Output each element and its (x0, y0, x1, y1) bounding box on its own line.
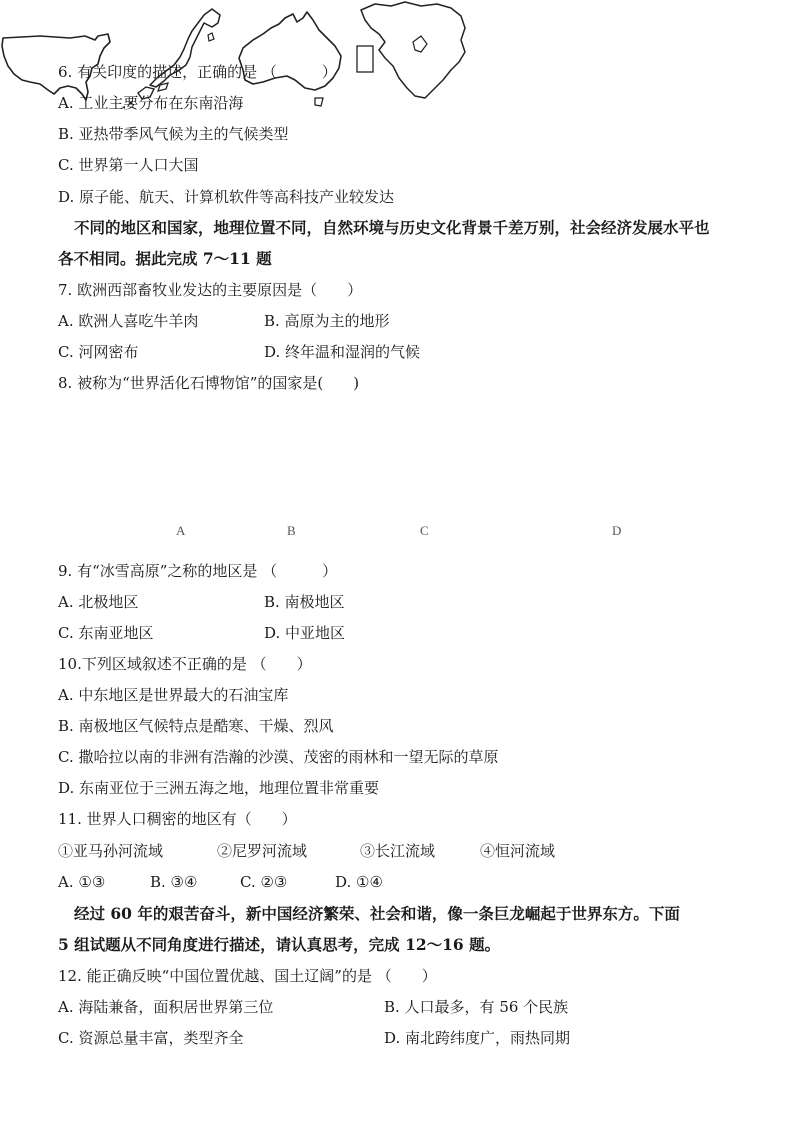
q8-stem: 8. 被称为“世界活化石博物馆”的国家是( ) (58, 374, 360, 392)
q6-option-d: D. 原子能、航天、计算机软件等高科技产业较发达 (58, 188, 395, 206)
q10-option-a: A. 中东地区是世界最大的石油宝库 (58, 686, 289, 704)
q6-stem: 6. 有关印度的描述，正确的是 （ ） (58, 63, 337, 81)
q9-option-b: B. 南极地区 (264, 593, 345, 611)
intro2-line1: 经过 60 年的艰苦奋斗，新中国经济繁荣、社会和谐，像一条巨龙崛起于世界东方。下面 (74, 904, 680, 923)
q12-option-b: B. 人口最多，有 56 个民族 (384, 998, 569, 1016)
q11-item-2: ②尼罗河流域 (217, 842, 308, 860)
q7-option-b: B. 高原为主的地形 (264, 312, 390, 330)
q12-option-d: D. 南北跨纬度广，雨热同期 (384, 1029, 571, 1047)
q7-option-c: C. 河网密布 (58, 343, 139, 361)
q6-option-a: A. 工业主要分布在东南沿海 (58, 94, 244, 112)
q9-stem: 9. 有“冰雪高原”之称的地区是 （ ） (58, 562, 338, 580)
q9-option-a: A. 北极地区 (58, 593, 139, 611)
q11-option-a: A. ①③ (58, 873, 106, 891)
q9-option-d: D. 中亚地区 (264, 624, 346, 642)
q11-option-b: B. ③④ (150, 873, 198, 891)
q10-option-d: D. 东南亚位于三洲五海之地，地理位置非常重要 (58, 779, 380, 797)
q6-option-c: C. 世界第一人口大国 (58, 156, 199, 174)
middle-east-map-outline (355, 0, 473, 110)
australia-map-outline (235, 10, 350, 110)
q12-option-a: A. 海陆兼备，面积居世界第三位 (58, 998, 274, 1016)
map-label-d: D (612, 523, 622, 538)
q11-option-d: D. ①④ (335, 873, 383, 891)
q7-option-a: A. 欧洲人喜吃牛羊肉 (58, 312, 199, 330)
intro1-line2: 各不相同。据此完成 7～11 题 (58, 249, 272, 268)
map-label-b: B (287, 523, 296, 538)
q7-option-d: D. 终年温和湿润的气候 (264, 343, 421, 361)
intro2-line2: 5 组试题从不同角度进行描述，请认真思考，完成 12～16 题。 (58, 935, 501, 954)
q9-option-c: C. 东南亚地区 (58, 624, 154, 642)
intro1-line1: 不同的地区和国家，地理位置不同，自然环境与历史文化背景千差万别，社会经济发展水平也 (74, 218, 710, 237)
q10-option-b: B. 南极地区气候特点是酷寒、干燥、烈风 (58, 717, 334, 735)
q11-item-1: ①亚马孙河流域 (58, 842, 164, 860)
q6-option-b: B. 亚热带季风气候为主的气候类型 (58, 125, 289, 143)
q11-item-3: ③长江流域 (360, 842, 436, 860)
q10-option-c: C. 撒哈拉以南的非洲有浩瀚的沙漠、茂密的雨林和一望无际的草原 (58, 748, 499, 766)
q12-option-c: C. 资源总量丰富，类型齐全 (58, 1029, 244, 1047)
q11-stem: 11. 世界人口稠密的地区有（ ） (58, 810, 297, 828)
q11-option-c: C. ②③ (240, 873, 288, 891)
map-label-a: A (176, 523, 186, 538)
q10-stem: 10.下列区域叙述不正确的是 （ ） (58, 655, 312, 673)
q11-item-4: ④恒河流域 (480, 842, 556, 860)
q7-stem: 7. 欧洲西部畜牧业发达的主要原因是（ ） (58, 281, 363, 299)
map-label-c: C (420, 523, 429, 538)
q12-stem: 12. 能正确反映“中国位置优越、国土辽阔”的是 （ ） (58, 967, 437, 985)
